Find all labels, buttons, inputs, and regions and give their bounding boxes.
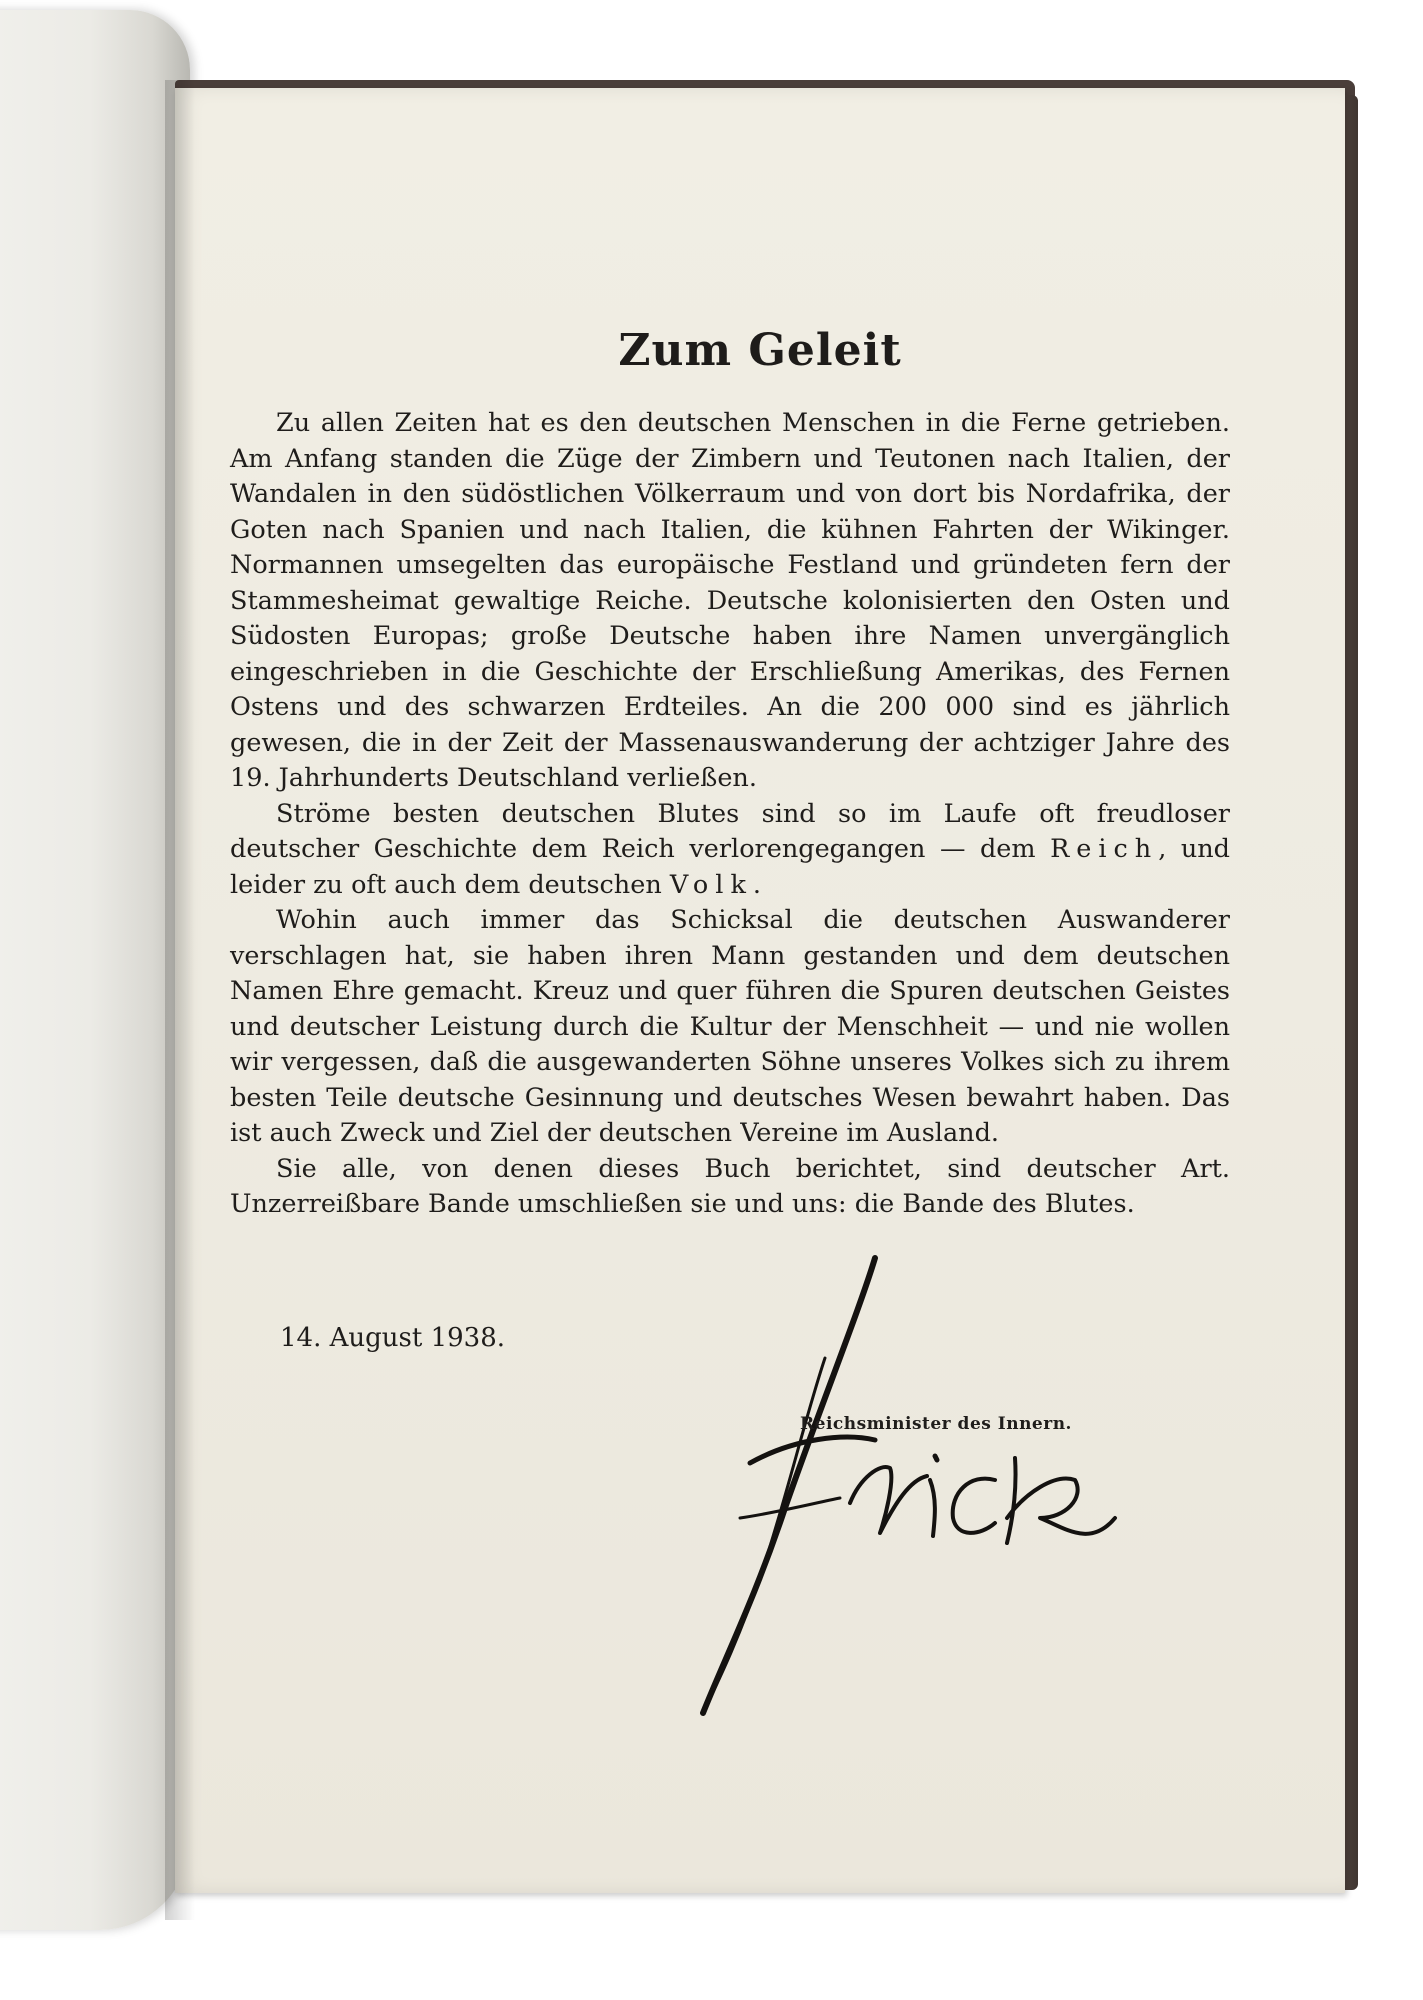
emphasis-reich: Reich — [1050, 834, 1159, 864]
signatory-title: Reichsminister des Innern. — [800, 1414, 1072, 1434]
foreword-text — [230, 406, 1230, 1223]
spine-shadow — [165, 80, 195, 1920]
paragraph-1: Zu allen Zeiten hat es den deutschen Menschen in die Ferne getrieben. Am Anfang standen die Züge der Zimbern und Teutonen nach Italien, der Wandalen in den südöstlichen Völkerraum und von dort bis Nordafrika, der Goten nach Spanien und nach Italien, die kühnen Fahrten der Wikinger. Normannen umsegelten das europäische Festland und gründeten fern der Stammesheimat gewaltige Reiche. Deutsche kolonisierten den Osten und Südosten Europas; große Deutsche haben ihre Namen unvergänglich eingeschrieben in die Geschichte der Erschließung Amerikas, des Fernen Ostens und des schwarzen Erdteiles. An die 200 000 sind es jährlich gewesen, die in der Zeit der Massenauswanderung der achtziger Jahre des 19. Jahrhunderts Deutschland verließen. — [230, 408, 1230, 793]
emphasis-volk: Volk — [669, 869, 753, 900]
paragraph-4: Sie alle, von denen dieses Buch berichtet, sind deutscher Art. Unzerreißbare Bande umschließen sie und uns: die Bande des Blutes. — [230, 1153, 1230, 1219]
left-page-edge — [0, 10, 190, 1930]
paragraph-2-part-3: . — [752, 869, 762, 900]
date-line: 14. August 1938. — [280, 1323, 506, 1353]
paragraph-3: Wohin auch immer das Schicksal die deutschen Auswanderer verschlagen hat, sie haben ihren Mann gestanden und dem deutschen Namen Ehre gemacht. Kreuz und quer führen die Spuren deutschen Geistes und deutscher Leistung durch die Kultur der Menschheit — und nie wollen wir vergessen, daß die ausgewanderten Söhne unseres Volkes sich zu ihrem besten Teile deutsche Gesinnung und deutsches Wesen bewahrt haben. Das ist auch Zweck und Ziel der deutschen Vereine im Ausland. — [230, 905, 1230, 1148]
paragraph-2 — [230, 797, 1230, 904]
page-title: Zum Geleit — [618, 325, 902, 376]
book-page — [175, 88, 1345, 1893]
paragraph-2-part-1: Ströme besten deutschen Blutes sind so im Laufe oft freudloser deutscher Geschichte dem Reich verlorengegangen — dem — [230, 798, 1230, 864]
handwritten-signature — [645, 1218, 1165, 1738]
paragraph-2-part-2: , und leider zu oft auch dem deutschen — [230, 834, 1230, 900]
